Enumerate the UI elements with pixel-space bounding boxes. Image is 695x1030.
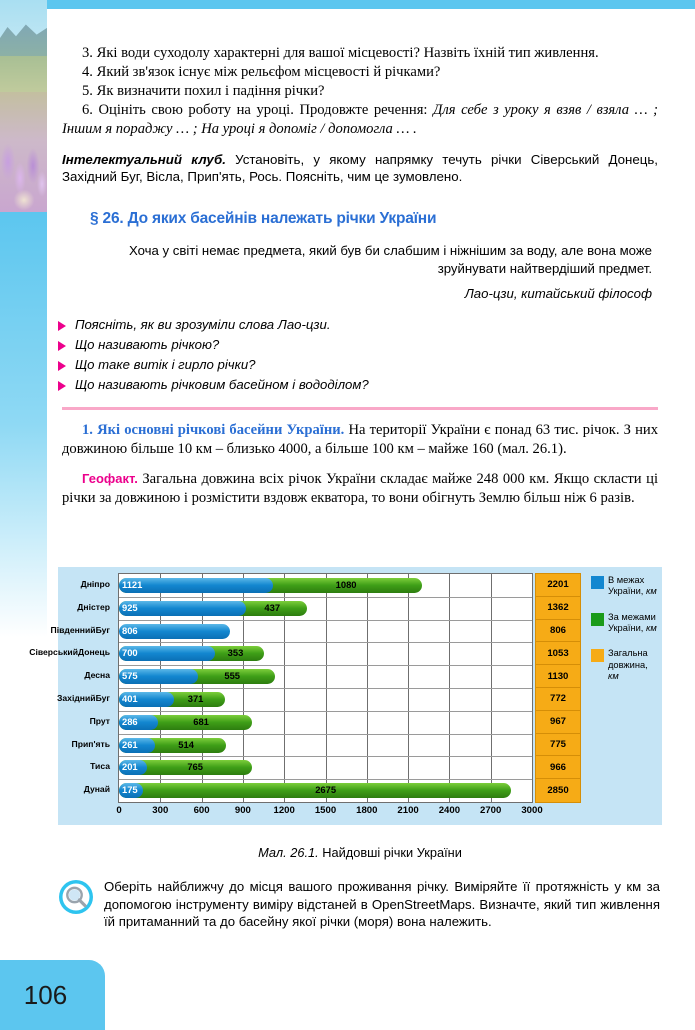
chart-bar-value-inside: 201 — [122, 761, 138, 773]
question-6-plain: 6. Оцініть свою роботу на уроці. Продовжте речення: — [82, 101, 434, 118]
chart-bar-value-inside: 286 — [122, 715, 138, 727]
epigraph-text: Хоча у світі немає предмета, який був би слабшим і ніжнішим за воду, але вона може зруйнувати найтвердіший предмет. — [128, 242, 652, 276]
chart-bar-row — [119, 620, 532, 643]
chart-legend-item — [591, 575, 661, 598]
figure-caption — [58, 845, 662, 860]
chart-category-label — [58, 733, 114, 756]
chart-total-cell: 806 — [536, 620, 580, 643]
chart-bar-value-inside: 925 — [122, 601, 138, 613]
geofact-body: Загальна довжина всіх річок України складає майже 248 000 км. Якщо скласти ці річки за довжиною і розмістити вздовж екватора, то вони обігнуть Землю більш ніж 6 разів. — [62, 471, 658, 506]
chart-total-cell: 1130 — [536, 665, 580, 688]
chart-x-tick-label: 1800 — [356, 805, 378, 816]
chart-bar-value-outside: 371 — [187, 693, 204, 704]
intellectual-club-text: Установіть, у якому напрямку течуть річки Сіверський Донець, Західний Буг, Вісла, Прип'ять, Рось. Поясніть, чим це зумовлено. — [62, 151, 658, 185]
chart-bar-segment-inside — [119, 601, 246, 616]
chart-total-cell: 967 — [536, 711, 580, 734]
chart-legend-label-line: Загальна — [608, 648, 648, 659]
chart-total-cell: 775 — [536, 734, 580, 757]
content-column — [62, 44, 658, 508]
chart-legend-swatch — [591, 613, 604, 626]
task-text: Оберіть найближчу до місця вашого проживання річку. Виміряйте її протяжність у км за допомогою інструменту виміру відстаней в OpenStreetMaps. Визначте, який тип живлення їй притаманний та до басейну якої річки (моря) вона належить. — [104, 879, 660, 930]
chart-category-label-line: Західний — [57, 693, 96, 704]
chart-x-tick-label: 300 — [152, 805, 169, 816]
subsection-body: На території України є понад 63 тис. річок. З них довжиною більше 10 км – близько 4000, а більше 100 км – майже 160 (мал. 26.1). — [62, 422, 658, 458]
chart-category-label-line: Тиса — [90, 761, 110, 772]
chart-legend-item — [591, 612, 661, 635]
pink-divider — [62, 407, 658, 410]
question-5: 5. Як визначити похил і падіння річки? — [82, 82, 325, 99]
decorative-photo-strip — [0, 0, 47, 212]
chart-total-cell: 1053 — [536, 642, 580, 665]
chart-legend-item — [591, 648, 661, 682]
chart-legend-label-line: України, км — [608, 586, 657, 597]
figure-caption-text: Найдовші річки України — [318, 845, 462, 860]
chart-legend-swatch — [591, 576, 604, 589]
chart-bar-value-outside: 765 — [187, 761, 203, 773]
chart-bar-row — [119, 734, 532, 757]
subsection-title: 1. Які основні річкові басейни України. — [82, 422, 345, 439]
question-list — [58, 317, 658, 394]
chart-x-tick-label: 1200 — [273, 805, 295, 816]
question-list-item-label: Поясніть, як ви зрозуміли слова Лао-цзи. — [75, 316, 331, 332]
question-6-italic: Для себе з уроку я взяв / взяла … ; Іншим я пораджу … ; На уроці я допоміг / допомогла … . — [62, 101, 659, 137]
chart-category-label — [58, 664, 114, 687]
chart-total-cell: 2850 — [536, 779, 580, 802]
chart-bar-value-outside: 2675 — [315, 784, 337, 796]
chart-totals-column — [535, 573, 581, 803]
page-number: 106 — [23, 980, 68, 1010]
chart-category-label — [58, 755, 114, 778]
question-list-item — [58, 317, 658, 334]
chart-category-label — [58, 710, 114, 733]
chart-bar-value-outside: 514 — [178, 738, 194, 750]
chart-category-label — [50, 619, 114, 642]
triangle-bullet-icon — [58, 321, 66, 331]
chart-total-cell: 1362 — [536, 597, 580, 620]
section-heading: § 26. До яких басейнів належать річки України — [90, 209, 437, 227]
chart-legend-label — [608, 648, 661, 682]
chart-bar-row — [119, 665, 532, 688]
triangle-bullet-icon — [58, 381, 66, 391]
question-list-item-label: Що називають річкою? — [75, 336, 220, 352]
chart-x-tick-label: 900 — [234, 805, 251, 816]
chart-category-label — [58, 687, 114, 710]
chart-total-cell: 2201 — [536, 574, 580, 597]
intellectual-club-label: Інтелектуальний клуб. — [62, 151, 226, 167]
chart-category-label-line: Буг — [95, 693, 110, 704]
chart-legend-label-line: України, км — [608, 622, 657, 633]
question-4: 4. Який зв'язок існує між рельєфом місцевості й річками? — [82, 63, 441, 80]
chart-x-tick-label: 2100 — [397, 805, 419, 816]
chart-bar-value-inside: 1121 — [122, 579, 143, 590]
chart-category-label-line: Десна — [84, 670, 110, 681]
left-edge-gradient — [0, 212, 47, 1030]
chart-bar-value-inside: 401 — [122, 693, 138, 704]
question-list-item — [58, 357, 658, 374]
chart-bar-value-outside: 437 — [264, 601, 281, 613]
question-list-item-label: Що називають річковим басейном і вододілом? — [75, 376, 369, 392]
chart-bar-value-inside: 175 — [122, 784, 138, 796]
chart-x-tick-label: 1500 — [314, 805, 337, 816]
chart-legend-label — [608, 612, 657, 635]
chart-bar-value-inside: 261 — [122, 738, 138, 750]
geofact-paragraph — [62, 470, 658, 508]
chart-x-tick-label: 2700 — [480, 805, 502, 816]
question-6 — [62, 101, 658, 139]
chart-bar-row — [119, 688, 532, 711]
chart-bar-row — [119, 574, 532, 597]
chart-legend-label-line: За межами — [608, 611, 656, 622]
question-list-item — [58, 377, 658, 394]
chart-bar-value-inside: 700 — [122, 647, 138, 659]
chart-legend-label — [608, 575, 657, 598]
chart-bar-row — [119, 597, 532, 620]
chart-x-tick-label: 0 — [116, 805, 122, 816]
chart-category-label-line: Сіверський — [29, 647, 78, 658]
chart-category-label-line: Прип'ять — [71, 738, 110, 749]
chart-category-labels — [29, 573, 114, 801]
chart-category-label-line: Південний — [50, 624, 96, 635]
chart-inner — [29, 567, 662, 825]
chart-category-label-line: Прут — [89, 715, 110, 726]
chart-category-label-line: Дністер — [77, 601, 110, 612]
chart-legend-label-line: В межах — [608, 575, 645, 585]
magnifier-icon — [58, 879, 94, 915]
chart-bar-row — [119, 756, 532, 779]
chart-bar-row — [119, 711, 532, 734]
chart-category-label-line: Дунай — [83, 784, 110, 795]
chart-total-cell: 966 — [536, 756, 580, 779]
geofact-label: Геофакт. — [82, 471, 138, 486]
chart-bar-value-outside: 681 — [193, 715, 209, 727]
chart-x-tick-label: 2400 — [438, 805, 461, 816]
chart-category-label-line: Буг — [95, 624, 110, 635]
chart-bar-row — [119, 642, 532, 665]
chart-legend-swatch — [591, 649, 604, 662]
photo-crocus-flowers — [0, 92, 47, 212]
epigraph-source: Лао-цзи, китайський філософ — [464, 285, 652, 301]
chart-bar-value-outside: 353 — [227, 647, 244, 659]
top-accent-bar — [0, 0, 695, 9]
triangle-bullet-icon — [58, 341, 66, 351]
triangle-bullet-icon — [58, 361, 66, 371]
chart-category-label — [58, 778, 114, 801]
chart-gridline — [532, 574, 533, 802]
chart-category-label-line: Донець — [77, 647, 110, 658]
chart-category-label — [58, 573, 114, 596]
chart-x-tick-label: 3000 — [521, 805, 543, 816]
chart-bar-row — [119, 779, 532, 802]
subsection-paragraph — [62, 421, 658, 459]
chart-category-label — [29, 641, 114, 664]
chart-plot-area — [118, 573, 533, 803]
figure-26-1-chart — [29, 567, 662, 825]
chart-legend-label-line: довжина, км — [608, 659, 648, 681]
intellectual-club-paragraph — [62, 151, 658, 186]
chart-legend — [591, 575, 661, 696]
chart-bar-value-outside: 1080 — [335, 579, 357, 590]
chart-bar-value-inside: 575 — [122, 670, 138, 682]
chart-total-cell: 772 — [536, 688, 580, 711]
chart-x-axis — [116, 805, 543, 821]
question-list-item — [58, 337, 658, 354]
chart-category-label-line: Дніпро — [80, 579, 110, 590]
chart-category-label — [58, 596, 114, 619]
chart-bar-value-inside: 806 — [122, 624, 138, 636]
chart-bar-value-outside: 555 — [224, 670, 241, 682]
question-list-item-label: Що таке витік і гирло річки? — [75, 356, 256, 372]
task-block — [58, 878, 662, 931]
question-3: 3. Які води суходолу характерні для вашої місцевості? Назвіть їхній тип живлення. — [82, 45, 599, 61]
chart-x-tick-label: 600 — [193, 805, 210, 816]
page-number-block — [0, 960, 105, 1030]
figure-caption-number: Мал. 26.1. — [258, 845, 319, 860]
